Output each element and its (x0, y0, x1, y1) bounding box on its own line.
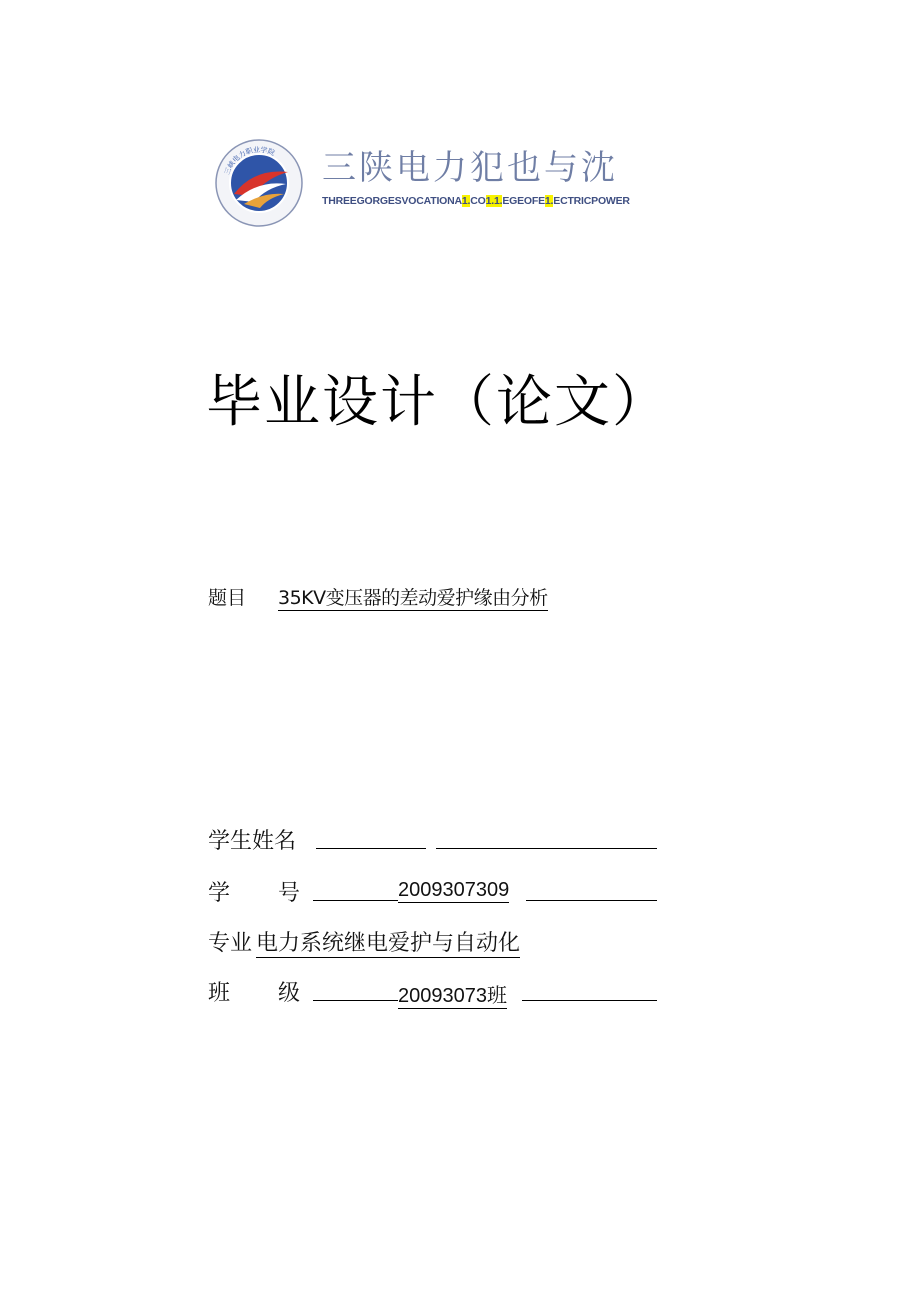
topic-row (208, 583, 548, 610)
topic-value: 35KV变压器的差动爱护缘由分析 (278, 587, 548, 609)
class-line-left (313, 976, 398, 1001)
major-value: 电力系统继电爱护与自动化 (256, 926, 520, 958)
college-name-en: THREEGORGESVOCATIONA1.CO1.1.EGEOFE1.ECTRICPOWER (322, 195, 630, 207)
college-name-cn: 三陕电力犯也与沈 (322, 148, 618, 188)
student-name-label: 学生姓名 (208, 829, 297, 854)
class-line-right (522, 976, 657, 1001)
topic-label: 题目 (208, 587, 247, 609)
student-id-line-right (526, 876, 657, 901)
seal-text: 三峡电力职业学院 (223, 145, 276, 176)
student-id-line-left (313, 876, 398, 901)
student-id-label-2: 号 (278, 881, 301, 906)
student-id-value: 2009307309 (398, 879, 510, 901)
student-name-line-1 (316, 824, 426, 849)
student-id-label-1: 学 (208, 881, 231, 906)
student-name-line-2 (436, 824, 657, 849)
college-logo (214, 138, 304, 228)
college-header (214, 138, 674, 228)
document-title: 毕业设计（论文） (206, 370, 670, 435)
class-label-2: 级 (278, 981, 301, 1006)
class-value: 20093073班 (398, 979, 507, 1009)
class-label-1: 班 (208, 981, 231, 1006)
major-label: 专业 (208, 931, 253, 956)
